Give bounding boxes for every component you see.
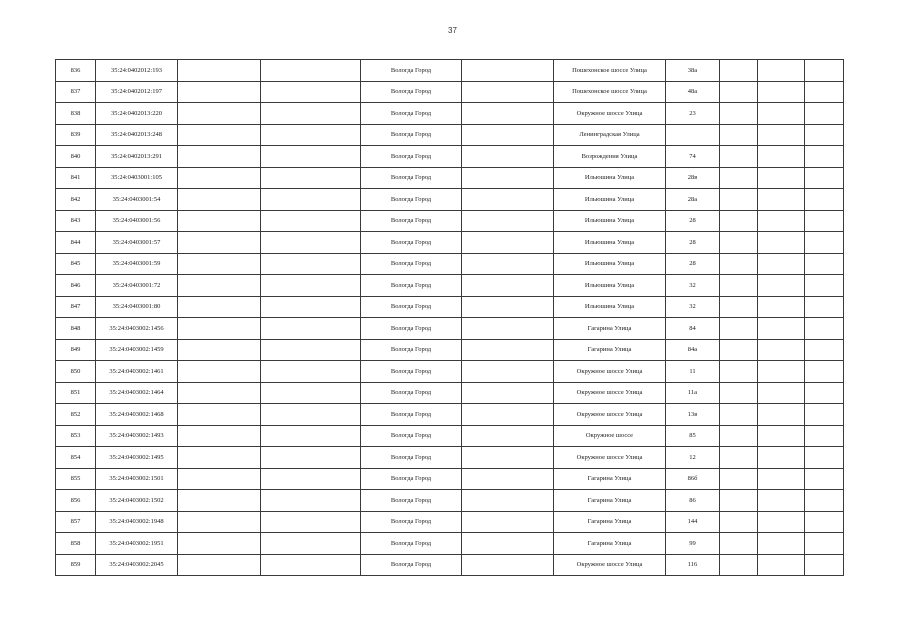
house-number-cell: 28 bbox=[666, 210, 720, 232]
locality-cell: Вологда Город bbox=[361, 253, 462, 275]
empty-cell bbox=[261, 533, 361, 555]
empty-cell bbox=[720, 404, 758, 426]
empty-cell bbox=[462, 361, 554, 383]
cadastral-number-cell: 35:24:0403001:72 bbox=[96, 275, 178, 297]
empty-cell bbox=[261, 361, 361, 383]
empty-cell bbox=[758, 361, 805, 383]
cadastral-number-cell: 35:24:0403001:105 bbox=[96, 167, 178, 189]
street-cell: Гагарина Улица bbox=[554, 318, 666, 340]
empty-cell bbox=[758, 189, 805, 211]
empty-cell bbox=[720, 124, 758, 146]
empty-cell bbox=[805, 146, 844, 168]
empty-cell bbox=[178, 124, 261, 146]
street-cell: Пошехонское шоссе Улица bbox=[554, 60, 666, 82]
empty-cell bbox=[178, 382, 261, 404]
empty-cell bbox=[462, 296, 554, 318]
empty-cell bbox=[462, 189, 554, 211]
empty-cell bbox=[805, 167, 844, 189]
row-number-cell: 848 bbox=[56, 318, 96, 340]
row-number-cell: 858 bbox=[56, 533, 96, 555]
empty-cell bbox=[758, 447, 805, 469]
empty-cell bbox=[178, 81, 261, 103]
empty-cell bbox=[720, 339, 758, 361]
house-number-cell: 11 bbox=[666, 361, 720, 383]
locality-cell: Вологда Город bbox=[361, 447, 462, 469]
cadastral-number-cell: 35:24:0403002:1461 bbox=[96, 361, 178, 383]
street-cell: Окружное шоссе Улица bbox=[554, 361, 666, 383]
empty-cell bbox=[261, 103, 361, 125]
house-number-cell: 38а bbox=[666, 60, 720, 82]
empty-cell bbox=[805, 210, 844, 232]
house-number-cell: 13в bbox=[666, 404, 720, 426]
empty-cell bbox=[758, 404, 805, 426]
table-row bbox=[56, 404, 844, 426]
empty-cell bbox=[178, 167, 261, 189]
empty-cell bbox=[261, 339, 361, 361]
empty-cell bbox=[178, 447, 261, 469]
empty-cell bbox=[462, 232, 554, 254]
row-number-cell: 854 bbox=[56, 447, 96, 469]
empty-cell bbox=[462, 382, 554, 404]
empty-cell bbox=[758, 425, 805, 447]
house-number-cell: 32 bbox=[666, 275, 720, 297]
house-number-cell: 28 bbox=[666, 253, 720, 275]
empty-cell bbox=[261, 189, 361, 211]
empty-cell bbox=[178, 146, 261, 168]
cadastral-number-cell: 35:24:0403002:1501 bbox=[96, 468, 178, 490]
street-cell: Окружное шоссе bbox=[554, 425, 666, 447]
row-number-cell: 844 bbox=[56, 232, 96, 254]
empty-cell bbox=[720, 60, 758, 82]
table-row bbox=[56, 232, 844, 254]
empty-cell bbox=[462, 468, 554, 490]
empty-cell bbox=[261, 146, 361, 168]
empty-cell bbox=[178, 404, 261, 426]
locality-cell: Вологда Город bbox=[361, 189, 462, 211]
cadastral-number-cell: 35:24:0402013:248 bbox=[96, 124, 178, 146]
empty-cell bbox=[462, 81, 554, 103]
empty-cell bbox=[462, 124, 554, 146]
empty-cell bbox=[178, 511, 261, 533]
empty-cell bbox=[805, 275, 844, 297]
row-number-cell: 853 bbox=[56, 425, 96, 447]
empty-cell bbox=[462, 210, 554, 232]
empty-cell bbox=[720, 533, 758, 555]
empty-cell bbox=[261, 253, 361, 275]
empty-cell bbox=[178, 425, 261, 447]
empty-cell bbox=[261, 554, 361, 576]
empty-cell bbox=[261, 404, 361, 426]
house-number-cell: 84 bbox=[666, 318, 720, 340]
street-cell: Гагарина Улица bbox=[554, 490, 666, 512]
empty-cell bbox=[758, 554, 805, 576]
empty-cell bbox=[462, 533, 554, 555]
empty-cell bbox=[462, 425, 554, 447]
table-row bbox=[56, 296, 844, 318]
empty-cell bbox=[178, 533, 261, 555]
street-cell: Ильюшина Улица bbox=[554, 253, 666, 275]
locality-cell: Вологда Город bbox=[361, 404, 462, 426]
table-row bbox=[56, 511, 844, 533]
locality-cell: Вологда Город bbox=[361, 167, 462, 189]
house-number-cell: 84а bbox=[666, 339, 720, 361]
table-row bbox=[56, 361, 844, 383]
empty-cell bbox=[720, 511, 758, 533]
empty-cell bbox=[805, 232, 844, 254]
table-row bbox=[56, 189, 844, 211]
house-number-cell: 11а bbox=[666, 382, 720, 404]
house-number-cell: 86 bbox=[666, 490, 720, 512]
empty-cell bbox=[261, 275, 361, 297]
empty-cell bbox=[758, 339, 805, 361]
street-cell: Гагарина Улица bbox=[554, 511, 666, 533]
street-cell: Окружное шоссе Улица bbox=[554, 447, 666, 469]
cadastral-number-cell: 35:24:0403001:59 bbox=[96, 253, 178, 275]
row-number-cell: 850 bbox=[56, 361, 96, 383]
row-number-cell: 838 bbox=[56, 103, 96, 125]
empty-cell bbox=[462, 339, 554, 361]
table-row bbox=[56, 210, 844, 232]
empty-cell bbox=[720, 361, 758, 383]
cadastral-number-cell: 35:24:0403002:1495 bbox=[96, 447, 178, 469]
street-cell: Окружное шоссе Улица bbox=[554, 103, 666, 125]
empty-cell bbox=[805, 404, 844, 426]
empty-cell bbox=[758, 468, 805, 490]
empty-cell bbox=[178, 468, 261, 490]
cadastral-number-cell: 35:24:0402013:291 bbox=[96, 146, 178, 168]
empty-cell bbox=[261, 318, 361, 340]
street-cell: Ильюшина Улица bbox=[554, 275, 666, 297]
table-row bbox=[56, 533, 844, 555]
empty-cell bbox=[178, 189, 261, 211]
table-row bbox=[56, 275, 844, 297]
empty-cell bbox=[758, 146, 805, 168]
empty-cell bbox=[462, 103, 554, 125]
table-row bbox=[56, 468, 844, 490]
row-number-cell: 839 bbox=[56, 124, 96, 146]
locality-cell: Вологда Город bbox=[361, 296, 462, 318]
locality-cell: Вологда Город bbox=[361, 468, 462, 490]
cadastral-number-cell: 35:24:0403002:1456 bbox=[96, 318, 178, 340]
empty-cell bbox=[758, 60, 805, 82]
street-cell: Гагарина Улица bbox=[554, 339, 666, 361]
house-number-cell: 23 bbox=[666, 103, 720, 125]
empty-cell bbox=[178, 554, 261, 576]
page-number: 37 bbox=[448, 26, 457, 35]
empty-cell bbox=[720, 275, 758, 297]
locality-cell: Вологда Город bbox=[361, 533, 462, 555]
row-number-cell: 836 bbox=[56, 60, 96, 82]
empty-cell bbox=[720, 210, 758, 232]
house-number-cell: 116 bbox=[666, 554, 720, 576]
cadastral-number-cell: 35:24:0403001:57 bbox=[96, 232, 178, 254]
empty-cell bbox=[758, 296, 805, 318]
empty-cell bbox=[720, 382, 758, 404]
cadastral-number-cell: 35:24:0403001:54 bbox=[96, 189, 178, 211]
table-row bbox=[56, 339, 844, 361]
empty-cell bbox=[261, 81, 361, 103]
empty-cell bbox=[462, 253, 554, 275]
row-number-cell: 856 bbox=[56, 490, 96, 512]
empty-cell bbox=[805, 468, 844, 490]
house-number-cell: 86б bbox=[666, 468, 720, 490]
street-cell: Гагарина Улица bbox=[554, 468, 666, 490]
table-row bbox=[56, 382, 844, 404]
empty-cell bbox=[805, 318, 844, 340]
house-number-cell: 28 bbox=[666, 232, 720, 254]
house-number-cell bbox=[666, 124, 720, 146]
row-number-cell: 857 bbox=[56, 511, 96, 533]
cadastral-number-cell: 35:24:0403001:80 bbox=[96, 296, 178, 318]
locality-cell: Вологда Город bbox=[361, 210, 462, 232]
table-row bbox=[56, 103, 844, 125]
empty-cell bbox=[758, 275, 805, 297]
empty-cell bbox=[261, 447, 361, 469]
empty-cell bbox=[758, 490, 805, 512]
empty-cell bbox=[805, 554, 844, 576]
empty-cell bbox=[720, 146, 758, 168]
row-number-cell: 855 bbox=[56, 468, 96, 490]
street-cell: Возрождения Улица bbox=[554, 146, 666, 168]
empty-cell bbox=[178, 253, 261, 275]
row-number-cell: 852 bbox=[56, 404, 96, 426]
locality-cell: Вологда Город bbox=[361, 318, 462, 340]
locality-cell: Вологда Город bbox=[361, 81, 462, 103]
house-number-cell: 28в bbox=[666, 167, 720, 189]
row-number-cell: 845 bbox=[56, 253, 96, 275]
row-number-cell: 849 bbox=[56, 339, 96, 361]
empty-cell bbox=[805, 382, 844, 404]
locality-cell: Вологда Город bbox=[361, 554, 462, 576]
empty-cell bbox=[178, 60, 261, 82]
house-number-cell: 32 bbox=[666, 296, 720, 318]
empty-cell bbox=[261, 511, 361, 533]
table-row bbox=[56, 60, 844, 82]
empty-cell bbox=[758, 232, 805, 254]
house-number-cell: 28а bbox=[666, 189, 720, 211]
table-row bbox=[56, 81, 844, 103]
empty-cell bbox=[758, 103, 805, 125]
cadastral-number-cell: 35:24:0403001:56 bbox=[96, 210, 178, 232]
cadastral-number-cell: 35:24:0403002:1468 bbox=[96, 404, 178, 426]
empty-cell bbox=[758, 533, 805, 555]
empty-cell bbox=[178, 339, 261, 361]
locality-cell: Вологда Город bbox=[361, 490, 462, 512]
street-cell: Окружное шоссе Улица bbox=[554, 404, 666, 426]
street-cell: Ильюшина Улица bbox=[554, 232, 666, 254]
empty-cell bbox=[462, 167, 554, 189]
cadastral-number-cell: 35:24:0402012:193 bbox=[96, 60, 178, 82]
empty-cell bbox=[178, 103, 261, 125]
empty-cell bbox=[758, 81, 805, 103]
empty-cell bbox=[805, 103, 844, 125]
empty-cell bbox=[758, 167, 805, 189]
table-row bbox=[56, 253, 844, 275]
empty-cell bbox=[261, 124, 361, 146]
locality-cell: Вологда Город bbox=[361, 382, 462, 404]
row-number-cell: 842 bbox=[56, 189, 96, 211]
empty-cell bbox=[261, 468, 361, 490]
street-cell: Ильюшина Улица bbox=[554, 167, 666, 189]
empty-cell bbox=[178, 318, 261, 340]
empty-cell bbox=[178, 275, 261, 297]
locality-cell: Вологда Город bbox=[361, 124, 462, 146]
empty-cell bbox=[720, 447, 758, 469]
table-row bbox=[56, 124, 844, 146]
empty-cell bbox=[261, 210, 361, 232]
cadastral-number-cell: 35:24:0403002:1502 bbox=[96, 490, 178, 512]
empty-cell bbox=[720, 189, 758, 211]
cadastral-number-cell: 35:24:0403002:1464 bbox=[96, 382, 178, 404]
locality-cell: Вологда Город bbox=[361, 275, 462, 297]
cadastral-number-cell: 35:24:0403002:1948 bbox=[96, 511, 178, 533]
empty-cell bbox=[805, 124, 844, 146]
empty-cell bbox=[805, 339, 844, 361]
empty-cell bbox=[720, 167, 758, 189]
empty-cell bbox=[462, 404, 554, 426]
empty-cell bbox=[720, 232, 758, 254]
empty-cell bbox=[720, 296, 758, 318]
cadastral-number-cell: 35:24:0402012:197 bbox=[96, 81, 178, 103]
row-number-cell: 841 bbox=[56, 167, 96, 189]
empty-cell bbox=[462, 447, 554, 469]
empty-cell bbox=[261, 425, 361, 447]
empty-cell bbox=[720, 425, 758, 447]
table-row bbox=[56, 490, 844, 512]
locality-cell: Вологда Город bbox=[361, 146, 462, 168]
cadastral-number-cell: 35:24:0403002:1951 bbox=[96, 533, 178, 555]
empty-cell bbox=[720, 490, 758, 512]
street-cell: Ильюшина Улица bbox=[554, 296, 666, 318]
street-cell: Ильюшина Улица bbox=[554, 189, 666, 211]
empty-cell bbox=[805, 490, 844, 512]
cadastral-number-cell: 35:24:0403002:1459 bbox=[96, 339, 178, 361]
cadastral-number-cell: 35:24:0403002:1493 bbox=[96, 425, 178, 447]
locality-cell: Вологда Город bbox=[361, 232, 462, 254]
empty-cell bbox=[462, 60, 554, 82]
row-number-cell: 837 bbox=[56, 81, 96, 103]
empty-cell bbox=[720, 103, 758, 125]
empty-cell bbox=[720, 468, 758, 490]
table-row bbox=[56, 447, 844, 469]
street-cell: Ильюшина Улица bbox=[554, 210, 666, 232]
empty-cell bbox=[805, 253, 844, 275]
empty-cell bbox=[805, 81, 844, 103]
locality-cell: Вологда Город bbox=[361, 511, 462, 533]
empty-cell bbox=[720, 253, 758, 275]
row-number-cell: 851 bbox=[56, 382, 96, 404]
empty-cell bbox=[261, 296, 361, 318]
house-number-cell: 144 bbox=[666, 511, 720, 533]
empty-cell bbox=[462, 490, 554, 512]
empty-cell bbox=[720, 554, 758, 576]
house-number-cell: 12 bbox=[666, 447, 720, 469]
empty-cell bbox=[758, 253, 805, 275]
empty-cell bbox=[261, 232, 361, 254]
empty-cell bbox=[758, 124, 805, 146]
empty-cell bbox=[758, 318, 805, 340]
empty-cell bbox=[462, 318, 554, 340]
empty-cell bbox=[805, 533, 844, 555]
empty-cell bbox=[758, 382, 805, 404]
street-cell: Гагарина Улица bbox=[554, 533, 666, 555]
empty-cell bbox=[805, 511, 844, 533]
empty-cell bbox=[805, 361, 844, 383]
locality-cell: Вологда Город bbox=[361, 60, 462, 82]
empty-cell bbox=[178, 210, 261, 232]
table-row bbox=[56, 425, 844, 447]
table-row bbox=[56, 554, 844, 576]
street-cell: Окружное шоссе Улица bbox=[554, 554, 666, 576]
empty-cell bbox=[720, 318, 758, 340]
empty-cell bbox=[758, 210, 805, 232]
registry-table-body bbox=[56, 60, 844, 576]
street-cell: Окружное шоссе Улица bbox=[554, 382, 666, 404]
empty-cell bbox=[805, 189, 844, 211]
empty-cell bbox=[261, 382, 361, 404]
row-number-cell: 847 bbox=[56, 296, 96, 318]
row-number-cell: 840 bbox=[56, 146, 96, 168]
cadastral-number-cell: 35:24:0403002:2045 bbox=[96, 554, 178, 576]
cadastral-number-cell: 35:24:0402013:220 bbox=[96, 103, 178, 125]
empty-cell bbox=[178, 490, 261, 512]
locality-cell: Вологда Город bbox=[361, 425, 462, 447]
locality-cell: Вологда Город bbox=[361, 339, 462, 361]
empty-cell bbox=[805, 60, 844, 82]
empty-cell bbox=[720, 81, 758, 103]
empty-cell bbox=[805, 296, 844, 318]
empty-cell bbox=[261, 490, 361, 512]
street-cell: Ленинградская Улица bbox=[554, 124, 666, 146]
locality-cell: Вологда Город bbox=[361, 361, 462, 383]
locality-cell: Вологда Город bbox=[361, 103, 462, 125]
registry-table bbox=[55, 59, 844, 576]
empty-cell bbox=[462, 554, 554, 576]
house-number-cell: 74 bbox=[666, 146, 720, 168]
empty-cell bbox=[261, 167, 361, 189]
table-row bbox=[56, 146, 844, 168]
empty-cell bbox=[805, 425, 844, 447]
house-number-cell: 85 bbox=[666, 425, 720, 447]
row-number-cell: 859 bbox=[56, 554, 96, 576]
house-number-cell: 48а bbox=[666, 81, 720, 103]
empty-cell bbox=[805, 447, 844, 469]
row-number-cell: 846 bbox=[56, 275, 96, 297]
table-row bbox=[56, 318, 844, 340]
house-number-cell: 99 bbox=[666, 533, 720, 555]
empty-cell bbox=[178, 361, 261, 383]
empty-cell bbox=[462, 146, 554, 168]
empty-cell bbox=[462, 511, 554, 533]
empty-cell bbox=[261, 60, 361, 82]
row-number-cell: 843 bbox=[56, 210, 96, 232]
empty-cell bbox=[462, 275, 554, 297]
empty-cell bbox=[178, 296, 261, 318]
table-row bbox=[56, 167, 844, 189]
empty-cell bbox=[758, 511, 805, 533]
empty-cell bbox=[178, 232, 261, 254]
street-cell: Пошехонское шоссе Улица bbox=[554, 81, 666, 103]
